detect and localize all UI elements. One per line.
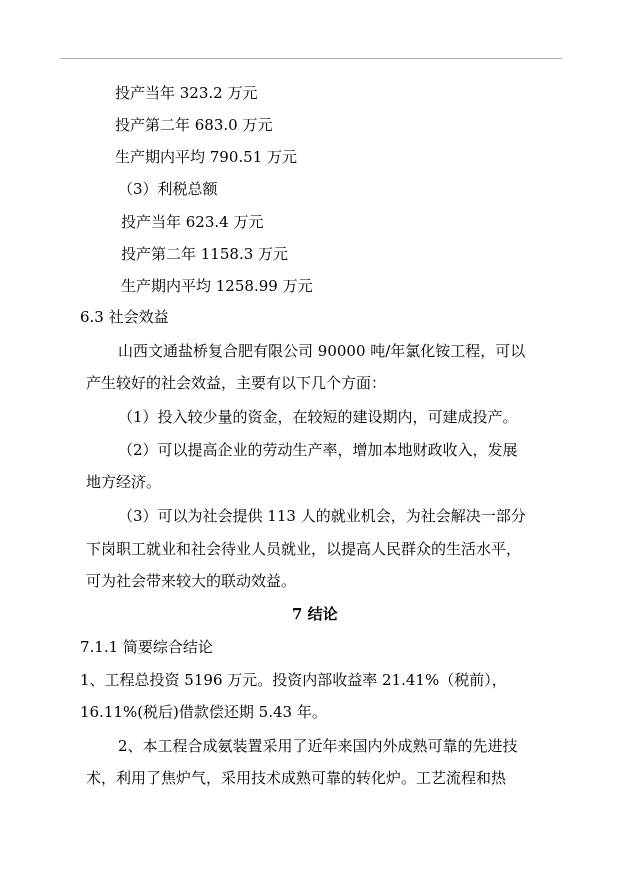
text-line: 生产期内平均 790.51 万元 <box>115 148 298 166</box>
paragraph-line: 产生较好的社会效益，主要有以下几个方面： <box>86 374 387 392</box>
section-heading: 6.3 社会效益 <box>80 308 169 326</box>
paragraph-line: 2、本工程合成氨装置采用了近年来国内外成熟可靠的先进技 <box>118 737 518 755</box>
text-line: 投产第二年 683.0 万元 <box>115 116 273 134</box>
paragraph-line: 术，利用了焦炉气，采用技术成熟可靠的转化炉。工艺流程和热 <box>86 769 507 787</box>
paragraph-line: （1）投入较少量的资金，在较短的建设期内，可建成投产。 <box>118 408 518 426</box>
paragraph-line: （3）可以为社会提供 113 人的就业机会，为社会解决一部分 <box>118 507 526 525</box>
text-line: （3）利税总额 <box>118 180 218 198</box>
subsection-heading: 7.1.1 简要综合结论 <box>80 638 213 656</box>
paragraph-line: 1、工程总投资 5196 万元。投资内部收益率 21.41%（税前）， <box>80 671 507 689</box>
header-rule <box>60 58 562 59</box>
paragraph-line: 下岗职工就业和社会待业人员就业，以提高人民群众的生活水平， <box>86 540 522 558</box>
paragraph-line: 地方经济。 <box>86 473 162 491</box>
paragraph-line: 16.11%(税后)借款偿还期 5.43 年。 <box>80 703 327 721</box>
text-line: 投产当年 323.2 万元 <box>115 84 258 102</box>
paragraph-line: 山西文通盐桥复合肥有限公司 90000 吨/年氯化铵工程，可以 <box>118 342 526 360</box>
text-line: 生产期内平均 1258.99 万元 <box>121 277 313 295</box>
paragraph-line: 可为社会带来较大的联动效益。 <box>86 572 297 590</box>
paragraph-line: （2）可以提高企业的劳动生产率，增加本地财政收入，发展 <box>118 441 518 459</box>
text-line: 投产第二年 1158.3 万元 <box>121 245 289 263</box>
chapter-heading: 7 结论 <box>292 605 338 623</box>
text-line: 投产当年 623.4 万元 <box>121 213 264 231</box>
